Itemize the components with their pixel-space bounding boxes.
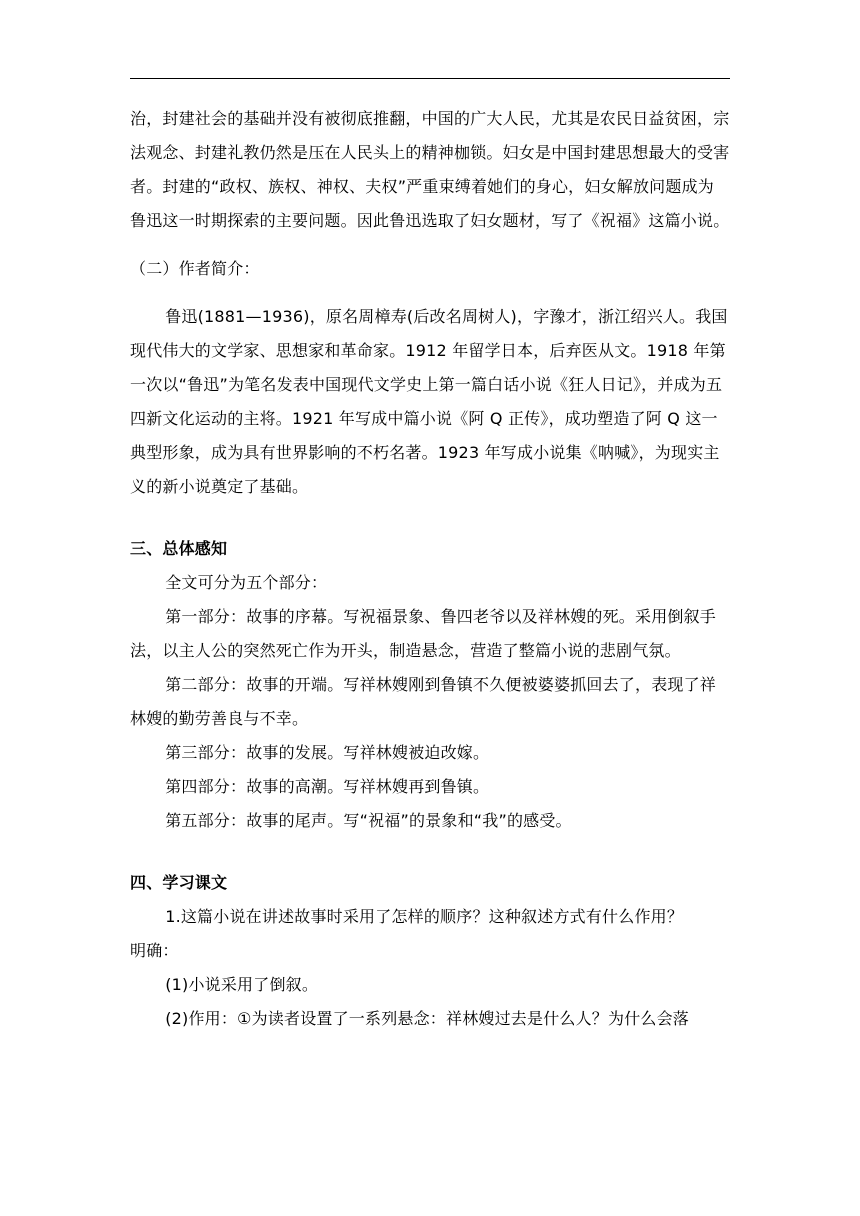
answer-label: 明确： <box>130 941 179 960</box>
overview-part-2: 第二部分：故事的开端。写祥林嫂刚到鲁镇不久便被婆婆抓回去了，表现了祥林嫂的勤劳善良与不幸。 <box>130 675 716 728</box>
overview-part-5: 第五部分：故事的尾声。写“祝福”的景象和“我”的感受。 <box>165 811 572 830</box>
author-body: 鲁迅(1881—1936)，原名周樟寿(后改名周树人)，字豫才，浙江绍兴人。我国现代伟大的文学家、思想家和革命家。1912 年留学日本，后弃医从文。1918 年第一次以“鲁迅”为笔名发表中国现代文学史上第一篇白话小说《狂人日记》，并成为五四新文化运动的主将。1921 年写成中篇小说《阿 Q 正传》，成功塑造了阿 Q 这一典型形象，成为具有世界影响的不朽名著。1923 年写成小说集《呐喊》，为现实主义的新小说奠定了基础。 <box>130 307 728 496</box>
author-heading: （二）作者简介： <box>130 259 260 278</box>
answer-1: (1)小说采用了倒叙。 <box>165 975 319 994</box>
answer-2: (2)作用：①为读者设置了一系列悬念：祥林嫂过去是什么人？为什么会落 <box>165 1009 689 1028</box>
study-heading: 四、学习课文 <box>130 873 228 892</box>
overview-part-1: 第一部分：故事的序幕。写祝福景象、鲁四老爷以及祥林嫂的死。采用倒叙手法，以主人公的突然死亡作为开头，制造悬念，营造了整篇小说的悲剧气氛。 <box>130 607 716 660</box>
header-rule <box>130 78 730 79</box>
overview-part-3: 第三部分：故事的发展。写祥林嫂被迫改嫁。 <box>165 743 490 762</box>
background-paragraph: 治，封建社会的基础并没有被彻底推翻，中国的广大人民，尤其是农民日益贫困，宗法观念、封建礼教仍然是压在人民头上的精神枷锁。妇女是中国封建思想最大的受害者。封建的“政权、族权、神权、夫权”严重束缚着她们的身心，妇女解放问题成为鲁迅这一时期探索的主要问题。因此鲁迅选取了妇女题材，写了《祝福》这篇小说。 <box>130 109 730 230</box>
overview-heading: 三、总体感知 <box>130 539 228 558</box>
overview-part-4: 第四部分：故事的高潮。写祥林嫂再到鲁镇。 <box>165 777 490 796</box>
document-page <box>130 102 730 1036</box>
overview-intro: 全文可分为五个部分： <box>165 573 328 592</box>
study-question: 1.这篇小说在讲述故事时采用了怎样的顺序？这种叙述方式有什么作用？ <box>165 907 684 926</box>
